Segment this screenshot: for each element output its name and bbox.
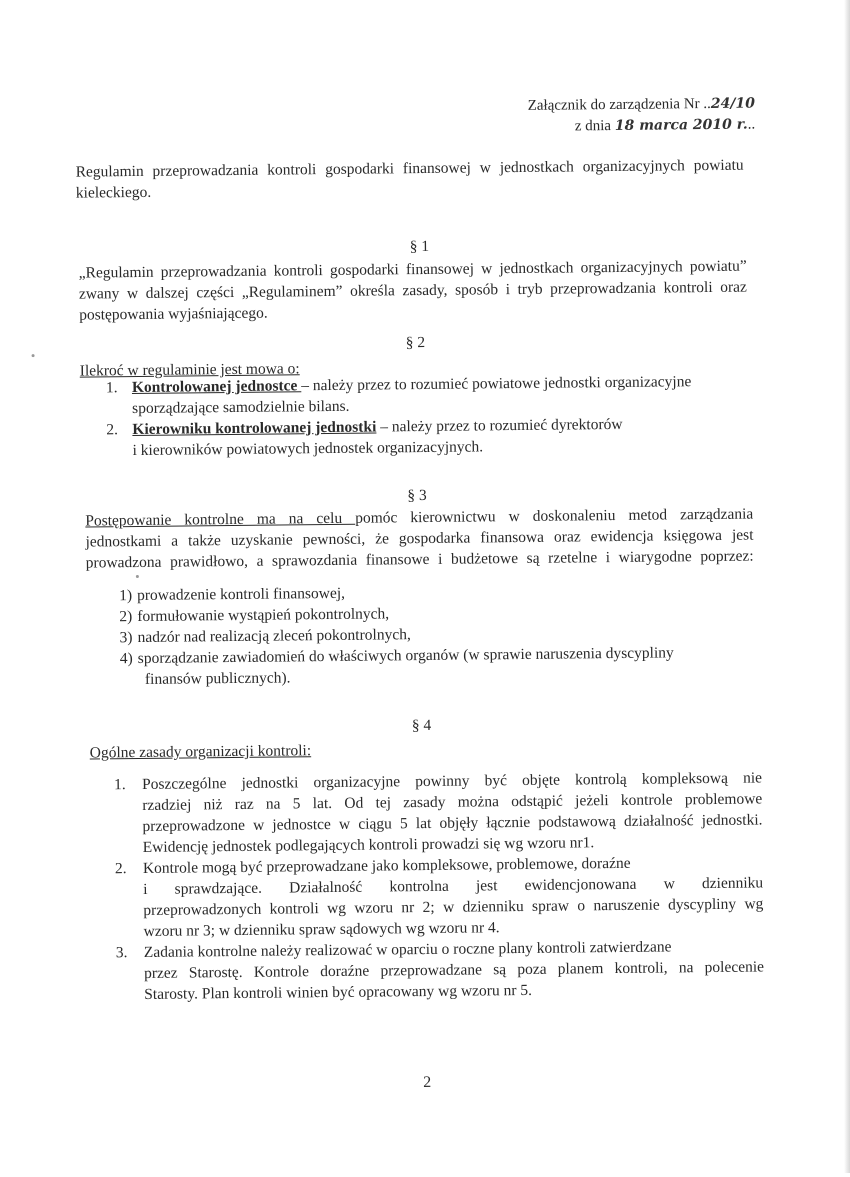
list-item: 2. Kontrole mogą być przeprowadzane jako kompleksowe, problemowe, doraźne i sprawdzające. Działalność kontrolna jest ewidencjonowana w dzienniku przeprowadzonych kontroli wg wzoru nr 2; w dzienniku spraw o naruszenie dyscypliny wg wzoru nr 3; w dzienniku spraw sądowych wg wzoru nr 4. xyxy=(114,854,764,940)
section-1-sign: § 1 xyxy=(409,237,430,256)
section-3-list: 1) prowadzenie kontroli finansowej, 2) formułowanie wystąpień pokontrolnych, 3) nadzór nad realizacją zleceń pokontrolnych, 4) sporządzanie zawiadomień do właściwych organów (w sprawie naruszenia dyscypliny finansów publicznych). xyxy=(112,579,753,691)
section-4-intro: Ogólne zasady organizacji kontroli: xyxy=(89,742,312,762)
section-4-list xyxy=(114,767,764,1005)
handwritten-number: 24/10 xyxy=(710,95,756,112)
scan-edge xyxy=(844,0,850,1173)
section-2-list: 1. Kontrolowanej jednostce – należy przez to rozumieć powiatowe jednostki organizacyjne sporządzające samodzielnie bilans. 2. Kierowniku kontrolowanej jednostki – należy przez to rozumieć dyrektorów i kierowników powiatowych jednostek organizacyjnych. xyxy=(106,371,757,462)
scan-speck xyxy=(136,575,139,578)
page-number: 2 xyxy=(423,1073,432,1092)
list-item: 1. Poszczególne jednostki organizacyjne powinny być objęte kontrolą kompleksową nie rzadziej niż raz na 5 lat. Od tej zasady można odstąpić jeżeli kontrole problemowe przeprowadzone w jednostce w ciągu 5 lat objęły łącznie podstawową działalność jednostki. Ewidencję jednostek podlegających kontroli prowadzi się wg wzoru nr1. xyxy=(113,769,763,856)
attachment-header xyxy=(425,94,755,139)
section-2-sign: § 2 xyxy=(405,333,426,352)
list-item: 3) nadzór nad realizacją zleceń pokontrolnych, xyxy=(119,626,411,647)
list-item: 3. Zadania kontrolne należy realizować w oparciu o roczne plany kontroli zatwierdzane przez Starostę. Kontrole doraźne przeprowadzane są poza planem kontroli, na polecenie Starosty. Plan kontroli winien być opracowany wg wzoru nr 5. xyxy=(115,938,765,1003)
section-3-sign: § 3 xyxy=(407,486,427,505)
list-item: 1) prowadzenie kontroli finansowej, xyxy=(119,584,346,605)
date-line: z dnia 18 marca 2010 r... xyxy=(574,116,756,135)
section-4-sign: § 4 xyxy=(411,716,432,735)
attachment-line: Załącznik do zarządzenia Nr ..24/10 xyxy=(527,95,756,114)
list-item: 2) formułowanie wystąpień pokontrolnych, xyxy=(119,605,390,626)
term-controlled-unit: Kontrolowanej jednostce xyxy=(131,377,302,397)
scan-speck xyxy=(32,354,35,357)
section-3-intro: Postępowanie kontrolne ma na celu pomóc kierownictwu w doskonaleniu metod zarządzania jednostkami a także uzyskanie pewności, że gospodarka finansowa oraz ewidencja księgowa jest prowadzona prawidłowo, a sprawozdania finansowe i budżetowe są rzetelne i wiarygodne poprzez: xyxy=(85,505,754,572)
list-item: 1. Kontrolowanej jednostce – należy przez to rozumieć powiatowe jednostki organizacyjne xyxy=(105,373,692,397)
section-2-intro: Ilekroć w regulaminie jest mowa o: xyxy=(79,360,300,380)
list-item: 4) sporządzanie zawiadomień do właściwych organów (w sprawie naruszenia dyscypliny xyxy=(119,644,674,668)
document-title: Regulamin przeprowadzania kontroli gospodarki finansowej w jednostkach organizacyjnych powiatu kieleckiego. xyxy=(75,156,744,202)
section-1-text: „Regulamin przeprowadzania kontroli gospodarki finansowej w jednostkach organizacyjnych powiatu” zwany w dalszej części „Regulaminem” określa zasady, sposób i tryb przeprowadzania kontroli oraz postępowania wyjaśniającego. xyxy=(78,257,747,324)
term-unit-head: Kierowniku kontrolowanej jednostki xyxy=(132,418,377,439)
list-item: 2. Kierowniku kontrolowanej jednostki – należy przez to rozumieć dyrektorów xyxy=(106,415,623,439)
handwritten-date: 18 marca 2010 r. xyxy=(614,116,748,134)
